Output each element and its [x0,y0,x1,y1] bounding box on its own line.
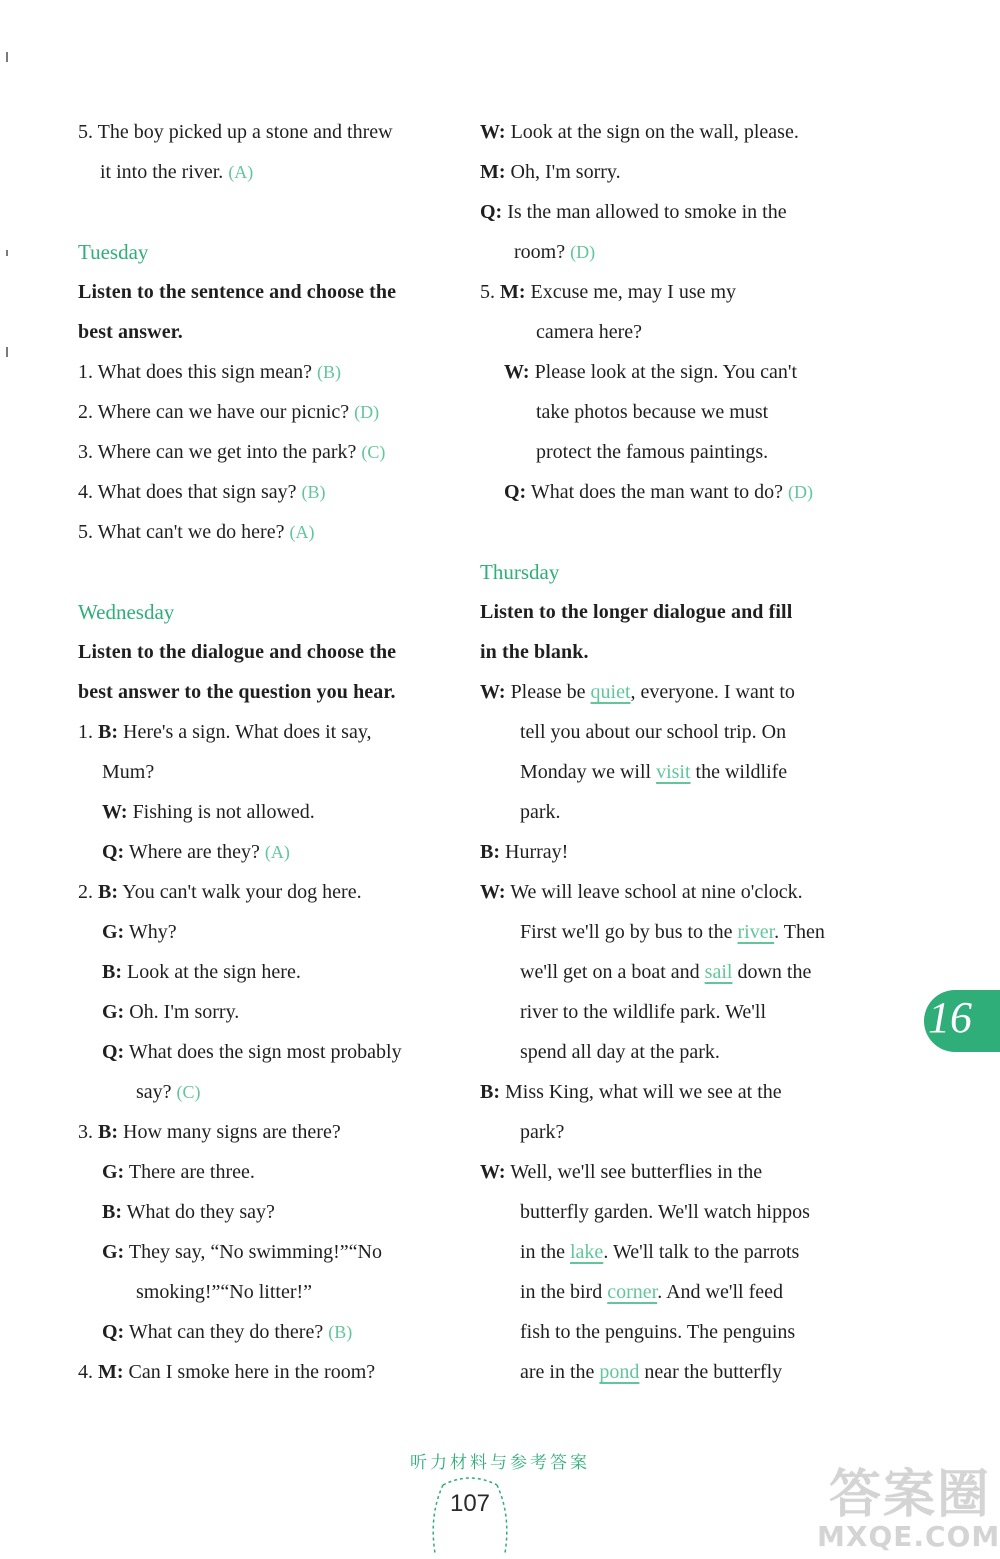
dialogue-line: protect the famous paintings. [536,441,769,463]
speaker: B: [102,1201,122,1223]
blank-answer: river [737,921,775,943]
dialogue-line: G: There are three. [102,1161,255,1183]
dialogue-line: Q: Is the man allowed to smoke in the [480,201,787,223]
dialogue-line: Q: What does the sign most probably [102,1041,402,1063]
speaker: Q: [102,841,125,863]
answer-label: (A) [228,162,254,182]
instruction: best answer to the question you hear. [78,681,396,703]
list-item: 3. Where can we get into the park? (C) [78,441,386,463]
dialogue-line: river to the wildlife park. We'll [520,1001,766,1023]
section-heading-thursday: Thursday [480,560,560,584]
dialogue-line: W: Please be quiet, everyone. I want to [480,681,795,703]
speaker: B: [102,961,122,983]
dialogue-line: B: What do they say? [102,1201,275,1223]
speaker: G: [102,1241,125,1263]
speaker: M: [500,281,526,303]
list-item: 4. What does that sign say? (B) [78,481,326,503]
dialogue-line: 2. B: You can't walk your dog here. [78,881,362,903]
list-item: 1. What does this sign mean? (B) [78,361,342,383]
speaker: Q: [504,481,527,503]
instruction: Listen to the longer dialogue and fill [480,601,793,623]
speaker: B: [98,1121,118,1143]
answer-label: (A) [289,522,315,542]
instruction: Listen to the dialogue and choose the [78,641,397,663]
dialogue-line: W: Look at the sign on the wall, please. [480,121,799,143]
dialogue-line: are in the pond near the butterfly [520,1361,783,1383]
answer-label: (D) [788,482,814,502]
speaker: B: [480,1081,500,1103]
footer-title: 听力材料与参考答案 [410,1453,590,1472]
dialogue-line: Q: What can they do there? (B) [102,1321,353,1343]
dialogue-line: G: Oh. I'm sorry. [102,1001,240,1023]
dialogue-line: park? [520,1121,565,1143]
answer-label: (B) [301,482,326,502]
dialogue-line: tell you about our school trip. On [520,721,787,743]
answer-label: (C) [361,442,386,462]
dialogue-line: in the bird corner. And we'll feed [520,1281,783,1303]
speaker: W: [480,121,506,143]
page-number: 107 [449,1490,491,1517]
speaker: B: [98,721,118,743]
speaker: G: [102,1161,125,1183]
dialogue-line: First we'll go by bus to the river. Then [520,921,825,943]
blank-answer: sail [704,961,733,983]
binding-mark [6,347,8,357]
dialogue-line: Q: What does the man want to do? (D) [504,481,814,503]
instruction: best answer. [78,321,183,343]
answer-label: (B) [317,362,342,382]
dialogue-line: M: Oh, I'm sorry. [480,161,621,183]
blank-answer: pond [599,1361,640,1383]
binding-mark [6,52,8,62]
speaker: B: [98,881,118,903]
speaker: W: [504,361,530,383]
list-item: 2. Where can we have our picnic? (D) [78,401,380,423]
dialogue-line: take photos because we must [536,401,769,423]
list-item: 5. The boy picked up a stone and threw [78,121,393,143]
list-item: 5. What can't we do here? (A) [78,521,315,543]
speaker: Q: [102,1321,125,1343]
speaker: W: [102,801,128,823]
dialogue-line: B: Look at the sign here. [102,961,301,983]
dialogue-line: room? (D) [514,241,596,263]
dialogue-line: 4. M: Can I smoke here in the room? [78,1361,376,1383]
unit-number: 16 [928,993,972,1042]
answer-label: (C) [176,1082,201,1102]
section-heading-wednesday: Wednesday [78,600,175,624]
speaker: W: [480,881,506,903]
watermark-logo [815,1452,1000,1555]
blank-answer: quiet [590,681,631,703]
unit-tab [924,990,1000,1052]
dialogue-line: G: Why? [102,921,177,943]
speaker: G: [102,921,125,943]
speaker: W: [480,681,506,703]
dialogue-line: 5. M: Excuse me, may I use my [480,281,737,303]
dialogue-line: B: Miss King, what will we see at the [480,1081,782,1103]
speaker: Q: [102,1041,125,1063]
dialogue-line: 1. B: Here's a sign. What does it say, [78,721,372,743]
dialogue-line: Q: Where are they? (A) [102,841,290,863]
dialogue-line: say? (C) [136,1081,201,1103]
section-heading-tuesday: Tuesday [78,240,149,264]
answer-label: (A) [264,842,290,862]
right-column [480,112,872,1392]
instruction: in the blank. [480,641,589,663]
answer-label: (D) [354,402,380,422]
dialogue-line: we'll get on a boat and sail down the [520,961,812,983]
dialogue-line: W: Well, we'll see butterflies in the [480,1161,763,1183]
dialogue-line: fish to the penguins. The penguins [520,1321,796,1343]
speaker: Q: [480,201,503,223]
speaker: M: [480,161,506,183]
dialogue-line: W: Please look at the sign. You can't [504,361,798,383]
dialogue-line: W: Fishing is not allowed. [102,801,315,823]
dialogue-line: in the lake. We'll talk to the parrots [520,1241,800,1263]
dialogue-line: camera here? [536,321,643,343]
blank-answer: visit [656,761,691,783]
speaker: W: [480,1161,506,1183]
left-column [78,112,468,1392]
dialogue-line: W: We will leave school at nine o'clock. [480,881,803,903]
speaker: B: [480,841,500,863]
dialogue-line: Monday we will visit the wildlife [520,761,788,783]
dialogue-line: park. [520,801,561,823]
dialogue-line: G: They say, “No swimming!”“No [102,1241,382,1263]
answer-label: (B) [328,1322,353,1342]
watermark-url: MXQE.COM [817,1520,1000,1553]
speaker: M: [98,1361,124,1383]
answer-label: (D) [570,242,596,262]
dialogue-line: Mum? [102,761,155,783]
dialogue-line: smoking!”“No litter!” [136,1281,313,1303]
instruction: Listen to the sentence and choose the [78,281,397,303]
dialogue-line: B: Hurray! [480,841,569,863]
watermark-text: 答案圈 [829,1465,992,1525]
list-item: it into the river. (A) [100,161,254,183]
binding-mark [6,250,8,256]
dialogue-line: spend all day at the park. [520,1041,720,1063]
blank-answer: lake [570,1241,604,1263]
speaker: G: [102,1001,125,1023]
blank-answer: corner [607,1281,658,1303]
dialogue-line: butterfly garden. We'll watch hippos [520,1201,810,1223]
dialogue-line: 3. B: How many signs are there? [78,1121,341,1143]
